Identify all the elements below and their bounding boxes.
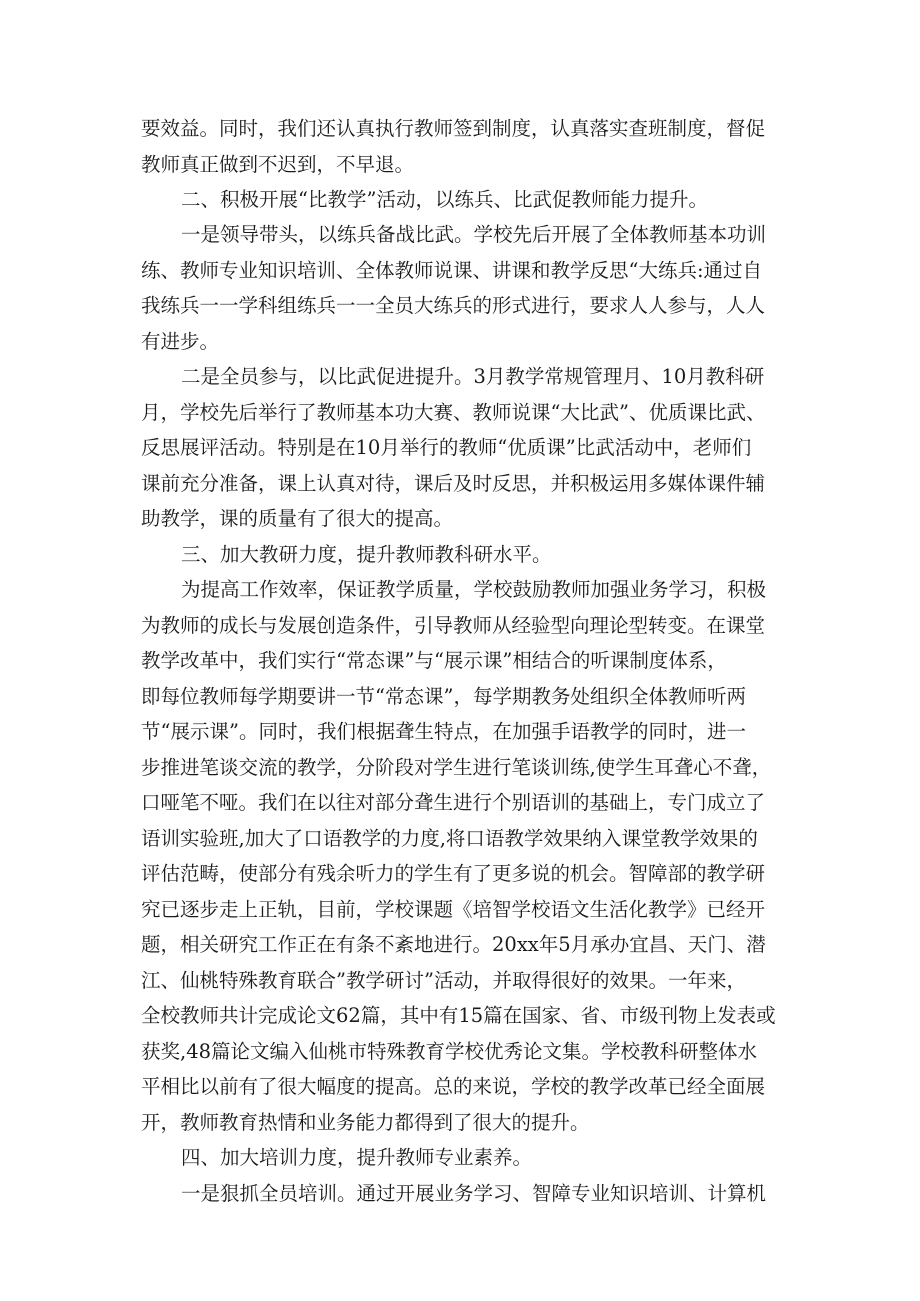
text-line: 平相比以前有了很大幅度的提高。总的来说，学校的教学改革已经全面展 [141,1075,766,1098]
text-line: 要效益。同时，我们还认真执行教师签到制度，认真落实查班制度，督促 [141,117,766,140]
text-line: 有进步。 [141,330,220,353]
paragraph-first-line: 一是领导带头，以练兵备战比武。学校先后开展了全体教师基本功训 [181,223,767,246]
text-line: 步推进笔谈交流的教学，分阶段对学生进行笔谈训练,使学生耳聋心不聋， [141,756,772,779]
text-line: 练、教师专业知识培训、全体教师说课、讲课和教学反思“大练兵:通过自 [141,259,763,282]
section-heading: 四、加大培训力度，提升教师专业素养。 [181,1146,533,1169]
text-line: 江、仙桃特殊教育联合”教学研讨”活动，并取得很好的效果。一年来， [141,969,746,992]
text-line: 获奖,48篇论文编入仙桃市特殊教育学校优秀论文集。学校教科研整体水 [141,1040,758,1063]
paragraph-first-line: 为提高工作效率，保证教学质量，学校鼓励教师加强业务学习，积极 [181,578,767,601]
text-line: 节“展示课”。同时，我们根据聋生特点，在加强手语教学的同时，进一 [141,720,746,743]
text-line: 助教学，课的质量有了很大的提高。 [141,507,454,530]
text-line: 月，学校先后举行了教师基本功大赛、教师说课“大比武”、优质课比武、 [141,401,766,424]
text-line: 即每位教师每学期要讲一节“常态课”，每学期教务处组织全体教师听两 [141,685,746,708]
text-line: 教师真正做到不迟到，不早退。 [141,153,415,176]
text-line: 开，教师教育热情和业务能力都得到了很大的提升。 [141,1111,590,1134]
text-line: 我练兵一一学科组练兵一一全员大练兵的形式进行，要求人人参与，人人 [141,294,766,317]
paragraph-first-line: 一是狠抓全员培训。通过开展业务学习、智障专业知识培训、计算机 [181,1182,767,1205]
text-line: 为教师的成长与发展创造条件，引导教师从经验型向理论型转变。在课堂 [141,614,766,637]
text-line: 评估范畴，使部分有残余听力的学生有了更多说的机会。智障部的教学研 [141,862,766,885]
text-line: 口哑笔不哑。我们在以往对部分聋生进行个别语训的基础上，专门成立了 [141,791,766,814]
text-line: 究已逐步走上正轨，目前，学校课题《培智学校语文生活化教学》已经开 [141,898,766,921]
section-heading: 三、加大教研力度，提升教师教科研水平。 [181,543,552,566]
section-heading: 二、积极开展“比教学”活动，以练兵、比武促教师能力提升。 [181,188,708,211]
text-line: 反思展评活动。特别是在10月举行的教师“优质课”比武活动中，老师们 [141,436,752,459]
text-line: 教学改革中，我们实行“常态课”与“展示课”相结合的听课制度体系， [141,649,727,672]
text-line: 题，相关研究工作正在有条不紊地进行。20xx年5月承办宜昌、天门、潜 [141,933,766,956]
paragraph-first-line: 二是全员参与，以比武促进提升。3月教学常规管理月、10月教科研 [181,365,765,388]
text-line: 课前充分准备，课上认真对待，课后及时反思，并积极运用多媒体课件辅 [141,472,766,495]
text-line: 语训实验班,加大了口语教学的力度,将口语教学效果纳入课堂教学效果的 [141,827,758,850]
text-line: 全校教师共计完成论文62篇，其中有15篇在国家、省、市级刊物上发表或 [141,1004,776,1027]
